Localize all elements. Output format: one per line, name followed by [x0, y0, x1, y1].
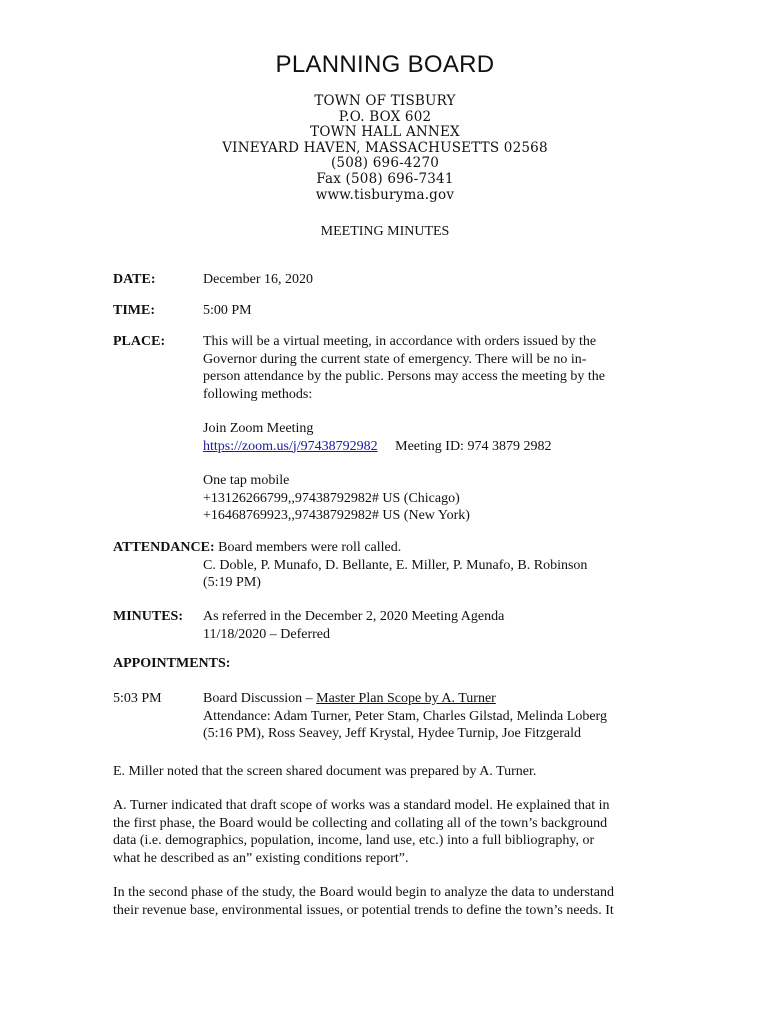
letterhead: [0, 50, 770, 203]
place-text-line: This will be a virtual meeting, in accordance with orders issued by the: [203, 334, 597, 349]
place-label: PLACE:: [113, 334, 166, 349]
place-value: [203, 333, 658, 525]
paragraph-line: their revenue base, environmental issues, or potential trends to define the town’s needs. It: [113, 902, 614, 918]
appointments-label: APPOINTMENTS:: [113, 656, 231, 671]
paragraph-line: In the second phase of the study, the Board would begin to analyze the data to understand: [113, 885, 615, 900]
po-box: P.O. BOX 602: [338, 108, 432, 125]
paragraph-line: the first phase, the Board would be collecting and collating all of the town’s background: [113, 815, 608, 831]
appointment-prefix: Board Discussion –: [203, 691, 317, 706]
phone-number: (508) 696-4270: [330, 155, 440, 172]
date-label: DATE:: [113, 272, 156, 287]
time-label: TIME:: [113, 303, 155, 318]
place-text-line: person attendance by the public. Persons may access the meeting by the: [203, 369, 605, 384]
paragraph-line: data (i.e. demographics, population, income, land use, etc.) into a full bibliography, or: [113, 833, 595, 848]
attendance-label: ATTENDANCE:: [113, 540, 215, 555]
mobile-title: One tap mobile: [203, 473, 290, 488]
appointment-details: [203, 690, 658, 743]
appointment-time: 5:03 PM: [113, 691, 162, 706]
place-text-line: Governor during the current state of emergency. There will be no in-: [203, 351, 587, 367]
appointment-topic: Master Plan Scope by A. Turner: [316, 691, 496, 706]
zoom-title: Join Zoom Meeting: [203, 421, 314, 436]
appointment-attendance-line: Attendance: Adam Turner, Peter Stam, Charles Gilstad, Melinda Loberg: [203, 708, 607, 724]
attendance-members: C. Doble, P. Munafo, D. Bellante, E. Miller, P. Munafo, B. Robinson: [203, 557, 588, 573]
attendance-intro: Board members were roll called.: [214, 540, 402, 555]
mobile-number-chicago: +13126266799,,97438792982# US (Chicago): [203, 490, 460, 506]
paragraph-2: [113, 797, 658, 867]
minutes-line: 11/18/2020 – Deferred: [203, 626, 330, 642]
date-value: December 16, 2020: [203, 272, 314, 287]
mobile-number-newyork: +16468769923,,97438792982# US (New York): [203, 508, 470, 523]
appointment-attendance-line: (5:16 PM), Ross Seavey, Jeff Krystal, Hydee Turnip, Joe Fitzgerald: [203, 726, 581, 741]
attendance-row: [113, 539, 658, 592]
fax-number: Fax (508) 696-7341: [316, 170, 454, 187]
minutes-value: [203, 608, 658, 643]
document-type: MEETING MINUTES: [320, 224, 450, 239]
building-name: TOWN HALL ANNEX: [310, 124, 460, 141]
attendance-members-late: (5:19 PM): [203, 575, 261, 590]
paragraph-1: E. Miller noted that the screen shared document was prepared by A. Turner.: [113, 764, 537, 779]
page-title: PLANNING BOARD: [275, 51, 495, 78]
website: www.tisburyma.gov: [315, 186, 455, 203]
zoom-link-line: [203, 438, 658, 456]
paragraph-line: A. Turner indicated that draft scope of works was a standard model. He explained that in: [113, 798, 610, 813]
paragraph-line: what he described as an” existing conditions report”.: [113, 850, 409, 866]
appointment-title-line: [203, 690, 658, 708]
minutes-line: As referred in the December 2, 2020 Meeting Agenda: [203, 609, 505, 624]
city-state-zip: VINEYARD HAVEN, MASSACHUSETTS 02568: [222, 139, 548, 156]
minutes-label: MINUTES:: [113, 609, 184, 624]
attendance-intro-line: [113, 539, 658, 557]
town-name: TOWN OF TISBURY: [314, 93, 456, 109]
zoom-meeting-id: Meeting ID: 974 3879 2982: [395, 438, 552, 454]
time-value: 5:00 PM: [203, 303, 252, 318]
place-text-line: following methods:: [203, 386, 313, 402]
zoom-meeting-link[interactable]: https://zoom.us/j/97438792982: [203, 438, 378, 454]
paragraph-3: [113, 884, 658, 919]
